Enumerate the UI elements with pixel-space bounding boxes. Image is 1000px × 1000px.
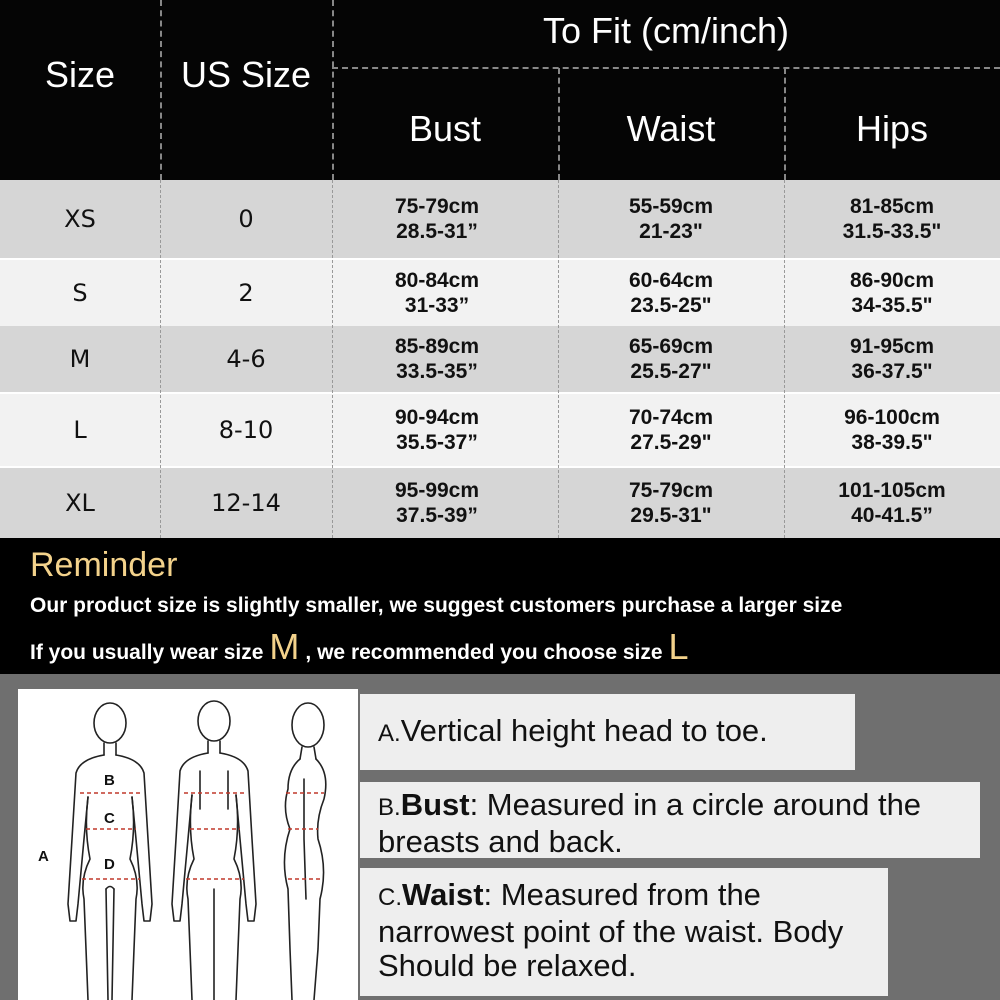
- us-size-cell: 4-6: [226, 345, 266, 373]
- header-size: Size: [44, 54, 116, 95]
- table-row: [0, 260, 1000, 326]
- us-size-cell: 2: [238, 279, 254, 307]
- table-row: [0, 468, 1000, 538]
- waist-cell: 75-79cm 29.5-31": [628, 479, 714, 527]
- reminder-title: Reminder: [30, 546, 178, 584]
- figure-label-c: C: [104, 810, 115, 827]
- bust-cell: 80-84cm 31-33”: [394, 269, 480, 317]
- size-cell: L: [73, 416, 87, 444]
- column-divider: [784, 180, 785, 538]
- us-size-cell: 8-10: [218, 416, 274, 444]
- reminder-line-1: Our product size is slightly smaller, we suggest customers purchase a larger size: [30, 594, 843, 617]
- bust-cell: 75-79cm 28.5-31”: [394, 195, 480, 243]
- header-bust: Bust: [408, 108, 482, 149]
- table-row: [0, 394, 1000, 466]
- waist-cell: 60-64cm 23.5-25": [628, 269, 714, 317]
- size-cell: M: [69, 345, 91, 373]
- description-b: B.Bust: Measured in a circle around the breasts and back.: [360, 782, 980, 858]
- header-hips: Hips: [855, 108, 929, 149]
- header-divider: [160, 0, 162, 180]
- size-cell: XL: [65, 489, 95, 517]
- header-divider: [332, 0, 334, 180]
- header-divider: [784, 68, 786, 180]
- figure-label-a: A: [38, 848, 49, 865]
- body-figure-panel: [18, 689, 358, 1000]
- back-figure: [172, 701, 256, 1000]
- waist-cell: 65-69cm 25.5-27": [628, 335, 714, 383]
- reminder-line-2: If you usually wear size M , we recommended you choose size L: [30, 626, 689, 667]
- hips-cell: 91-95cm 36-37.5": [849, 335, 935, 383]
- header-divider: [558, 68, 560, 180]
- size-cell: XS: [64, 205, 96, 233]
- size-to: L: [668, 626, 689, 667]
- figure-label-b: B: [104, 772, 115, 789]
- table-header: [0, 0, 1000, 180]
- front-figure: [68, 703, 152, 1000]
- table-row: [0, 180, 1000, 258]
- hips-cell: 86-90cm 34-35.5": [849, 269, 935, 317]
- us-size-cell: 0: [238, 205, 254, 233]
- description-a: A.Vertical height head to toe.: [360, 694, 855, 770]
- hips-cell: 96-100cm 38-39.5": [844, 406, 940, 454]
- column-divider: [160, 180, 161, 538]
- size-table: [0, 180, 1000, 538]
- figure-label-d: D: [104, 856, 115, 873]
- us-size-cell: 12-14: [211, 489, 281, 517]
- header-divider: [332, 67, 1000, 69]
- body-figure-illustration: [18, 689, 358, 1000]
- size-from: M: [269, 626, 300, 667]
- header-to-fit: To Fit (cm/inch): [542, 10, 790, 51]
- column-divider: [558, 180, 559, 538]
- hips-cell: 81-85cm 31.5-33.5": [842, 195, 942, 243]
- header-waist: Waist: [626, 108, 716, 149]
- waist-cell: 70-74cm 27.5-29": [628, 406, 714, 454]
- description-c: C.Waist: Measured from the narrowest point of the waist. Body Should be relaxed.: [360, 868, 888, 996]
- header-us-size: US Size: [180, 54, 312, 95]
- size-cell: S: [72, 279, 88, 307]
- table-row: [0, 326, 1000, 392]
- waist-cell: 55-59cm 21-23": [628, 195, 714, 243]
- hips-cell: 101-105cm 40-41.5”: [838, 479, 946, 527]
- bust-cell: 85-89cm 33.5-35”: [394, 335, 480, 383]
- column-divider: [332, 180, 333, 538]
- bust-cell: 90-94cm 35.5-37”: [394, 406, 480, 454]
- bust-cell: 95-99cm 37.5-39”: [394, 479, 480, 527]
- side-figure: [284, 703, 325, 1000]
